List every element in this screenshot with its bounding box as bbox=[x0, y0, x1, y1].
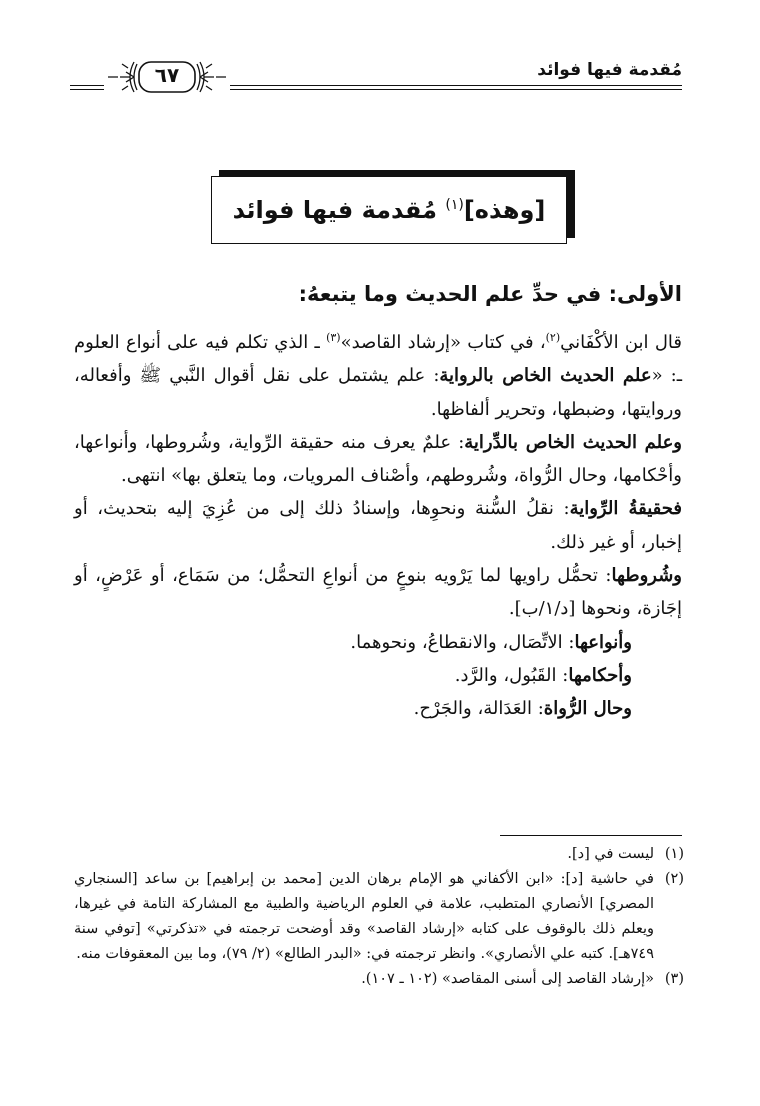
paragraph bbox=[74, 492, 682, 559]
paragraph-text: ـ الذي تكلم فيه على أنواع العلوم ـ: « bbox=[74, 332, 682, 387]
body-text bbox=[74, 326, 682, 726]
section-heading: الأولى: في حدِّ علم الحديث وما يتبعهُ: bbox=[298, 282, 682, 306]
footnote-number: (٣) bbox=[664, 970, 684, 987]
footnote bbox=[74, 842, 684, 867]
term-label: فحقيقةُ الرِّواية bbox=[569, 498, 683, 520]
paragraph bbox=[74, 559, 682, 626]
paragraph bbox=[74, 426, 682, 493]
title-footnote-ref: (١) bbox=[445, 197, 464, 213]
page-header bbox=[70, 52, 682, 96]
list-item-text: : العَدَالة، والجَرْح. bbox=[413, 698, 544, 720]
term-label: وشُروطها bbox=[611, 565, 682, 587]
footnote-ref: (٣) bbox=[326, 331, 341, 344]
footnote-text: في حاشية [د]: «ابن الأكفاني هو الإمام برهان الدين [محمد بن إبراهيم] بن ساعد [السنجاري المصري] الأنصاري المتطبب، علامة في العلوم الرياضية والطبية مع المشاركة التامة في غيرها، ويعلم ذلك بالوقوف على كتابه «إرشاد القاصد» وقد أوضحت ترجمته في «تذكرتي» [توفي سنة ٧٤٩هـ]. كتبه علي الأنصاري». وانظر ترجمته في: «البدر الطالع» (٢/ ٧٩)، وما بين المعقوفات منه. bbox=[74, 870, 654, 962]
footnote bbox=[74, 967, 684, 992]
paragraph bbox=[74, 326, 682, 426]
footnote-text: «إرشاد القاصد إلى أسنى المقاصد» (١٠٢ ـ ١٠٧). bbox=[361, 970, 654, 987]
footnote bbox=[74, 867, 684, 967]
paragraph-text: : علم يشتمل على نقل أقوال النَّبي ﷺ وأفعاله، وروايتها، وضبطها، وتحرير ألفاظها. bbox=[74, 365, 682, 420]
list-item bbox=[74, 626, 632, 659]
footnote-separator bbox=[500, 835, 682, 836]
page-number-ornament bbox=[104, 58, 230, 96]
footnote-number: (٢) bbox=[664, 870, 684, 887]
paragraph-text: : تحمُّل راويها لما يَرْويه بنوعٍ من أنواعِ التحمُّل؛ من سَمَاع، أو عَرْضٍ، أو إجَازة، ونحوها [د/١/ب]. bbox=[74, 565, 682, 620]
list-item bbox=[74, 659, 632, 692]
paragraph-text: : نقلُ السُّنة ونحوِها، وإسنادُ ذلك إلى من عُزِيَ إليه بتحديث، أو إخبار، أو غير ذلك. bbox=[74, 498, 682, 553]
list-item bbox=[74, 692, 632, 725]
term-label: علم الحديث الخاص بالرواية bbox=[439, 365, 652, 387]
list-item-label: وأحكامها bbox=[568, 664, 632, 686]
chapter-title bbox=[233, 196, 546, 224]
running-title: مُقدمة فيها فوائد bbox=[537, 60, 682, 80]
title-main: مُقدمة فيها فوائد bbox=[232, 196, 437, 224]
paragraph-text: : علمٌ يعرف منه حقيقة الرِّواية، وشُروطها، وأنواعها، وأحْكامها، وحال الرُّواة، وشُروطهم، وأصْناف المرويات، وما يتعلق بها» انتهى. bbox=[74, 431, 682, 487]
list-item-text: : القَبُول، والرَّد. bbox=[454, 664, 569, 686]
term-label: وعلم الحديث الخاص بالدِّراية bbox=[464, 431, 683, 453]
footnote-text: ليست في [د]. bbox=[567, 846, 654, 862]
page-number: ٦٧ bbox=[154, 63, 180, 87]
chapter-title-box bbox=[211, 176, 567, 244]
list-item-label: وأنواعها bbox=[574, 631, 632, 653]
paragraph-text: ، في كتاب «إرشاد القاصد» bbox=[340, 332, 546, 353]
paragraph-text: قال ابن الأكْفَاني bbox=[560, 332, 682, 353]
footnote-ref: (٢) bbox=[545, 331, 561, 344]
footnotes bbox=[74, 842, 684, 992]
definition-list bbox=[74, 626, 682, 726]
footnote-number: (١) bbox=[664, 846, 684, 862]
title-prefix: [وهذه] bbox=[463, 196, 546, 224]
list-item-label: وحال الرُّواة bbox=[543, 698, 632, 720]
list-item-text: : الاتِّصَال، والانقطاعُ، ونحوهما. bbox=[350, 631, 575, 653]
